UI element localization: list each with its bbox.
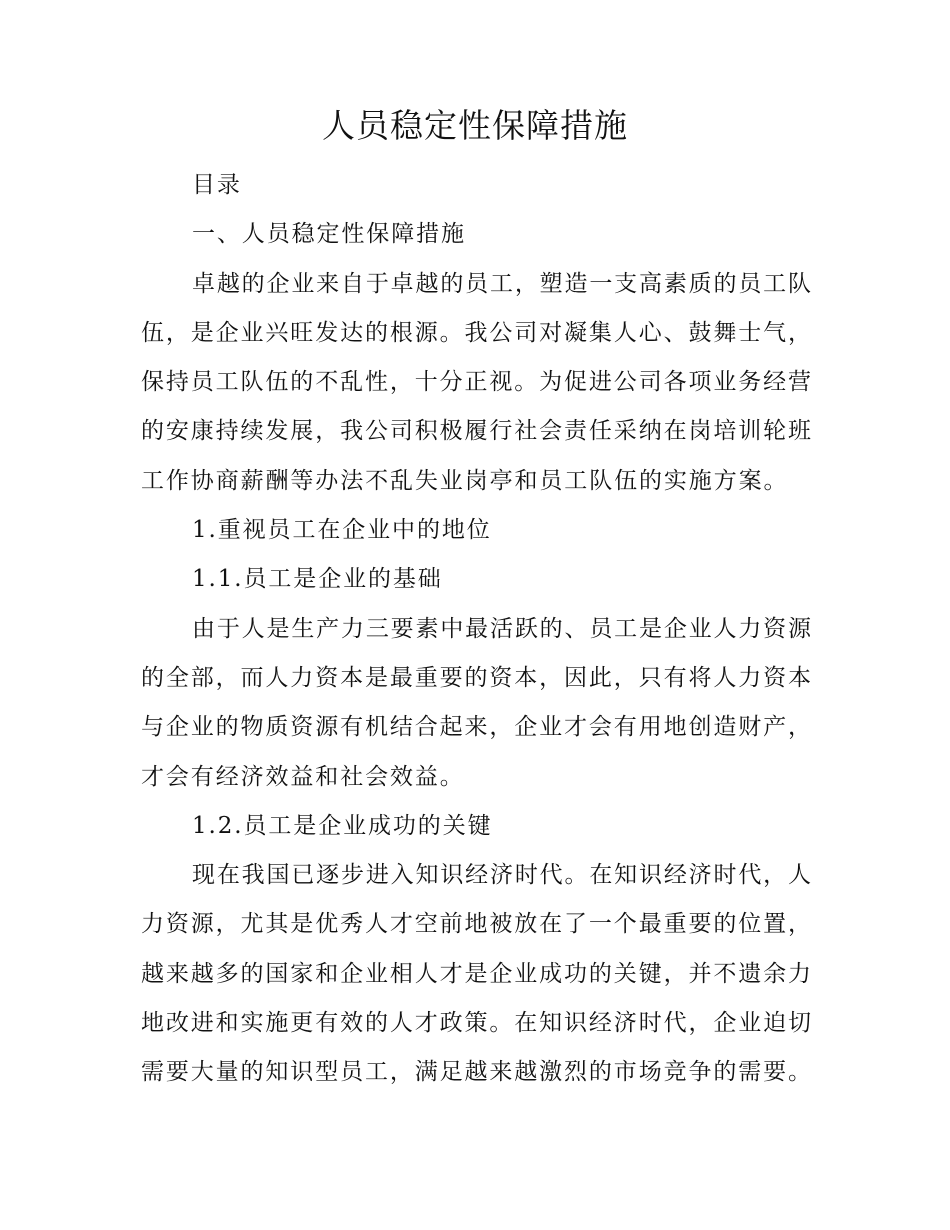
paragraph-foundation	[141, 605, 811, 802]
paragraph-line: 卓越的企业来自于卓越的员工，塑造一支高素质的员工队	[192, 270, 811, 297]
paragraph-line: 越来越多的国家和企业相人才是企业成功的关键，并不遗余力	[141, 960, 811, 987]
document-body	[141, 161, 811, 1098]
paragraph-line: 保持员工队伍的不乱性，十分正视。为促进公司各项业务经营	[141, 369, 811, 396]
section-heading: 一、人员稳定性保障措施	[192, 221, 466, 248]
paragraph-intro	[141, 260, 811, 506]
toc-heading: 目录	[192, 172, 242, 198]
paragraph-line: 现在我国已逐步进入知识经济时代。在知识经济时代，人	[192, 862, 811, 889]
document-title: 人员稳定性保障措施	[322, 106, 628, 145]
paragraph-line: 由于人是生产力三要素中最活跃的、员工是企业人力资源	[192, 615, 811, 642]
paragraph-line: 与企业的物质资源有机结合起来，企业才会有用地创造财产，	[141, 714, 811, 741]
paragraph-line: 的全部，而人力资本是最重要的资本，因此，只有将人力资本	[141, 664, 811, 691]
subsection-heading: 1.2.员工是企业成功的关键	[192, 812, 493, 839]
paragraph-line: 伍，是企业兴旺发达的根源。我公司对凝集人心、鼓舞士气，	[141, 319, 811, 346]
paragraph-line: 的安康持续发展，我公司积极履行社会责任采纳在岗培训轮班	[141, 418, 811, 445]
paragraph-line: 才会有经济效益和社会效益。	[141, 763, 465, 790]
paragraph-line: 力资源，尤其是优秀人才空前地被放在了一个最重要的位置，	[141, 911, 811, 938]
paragraph-line: 工作协商薪酬等办法不乱失业岗亭和员工队伍的实施方案。	[141, 467, 789, 494]
subsection-heading: 1.1.员工是企业的基础	[192, 566, 443, 593]
paragraph-line: 需要大量的知识型员工，满足越来越激烈的市场竞争的需要。	[141, 1059, 811, 1086]
paragraph-line: 地改进和实施更有效的人才政策。在知识经济时代，企业迫切	[141, 1010, 811, 1037]
paragraph-key-to-success	[141, 851, 811, 1097]
subsection-heading: 1.重视员工在企业中的地位	[192, 517, 492, 544]
